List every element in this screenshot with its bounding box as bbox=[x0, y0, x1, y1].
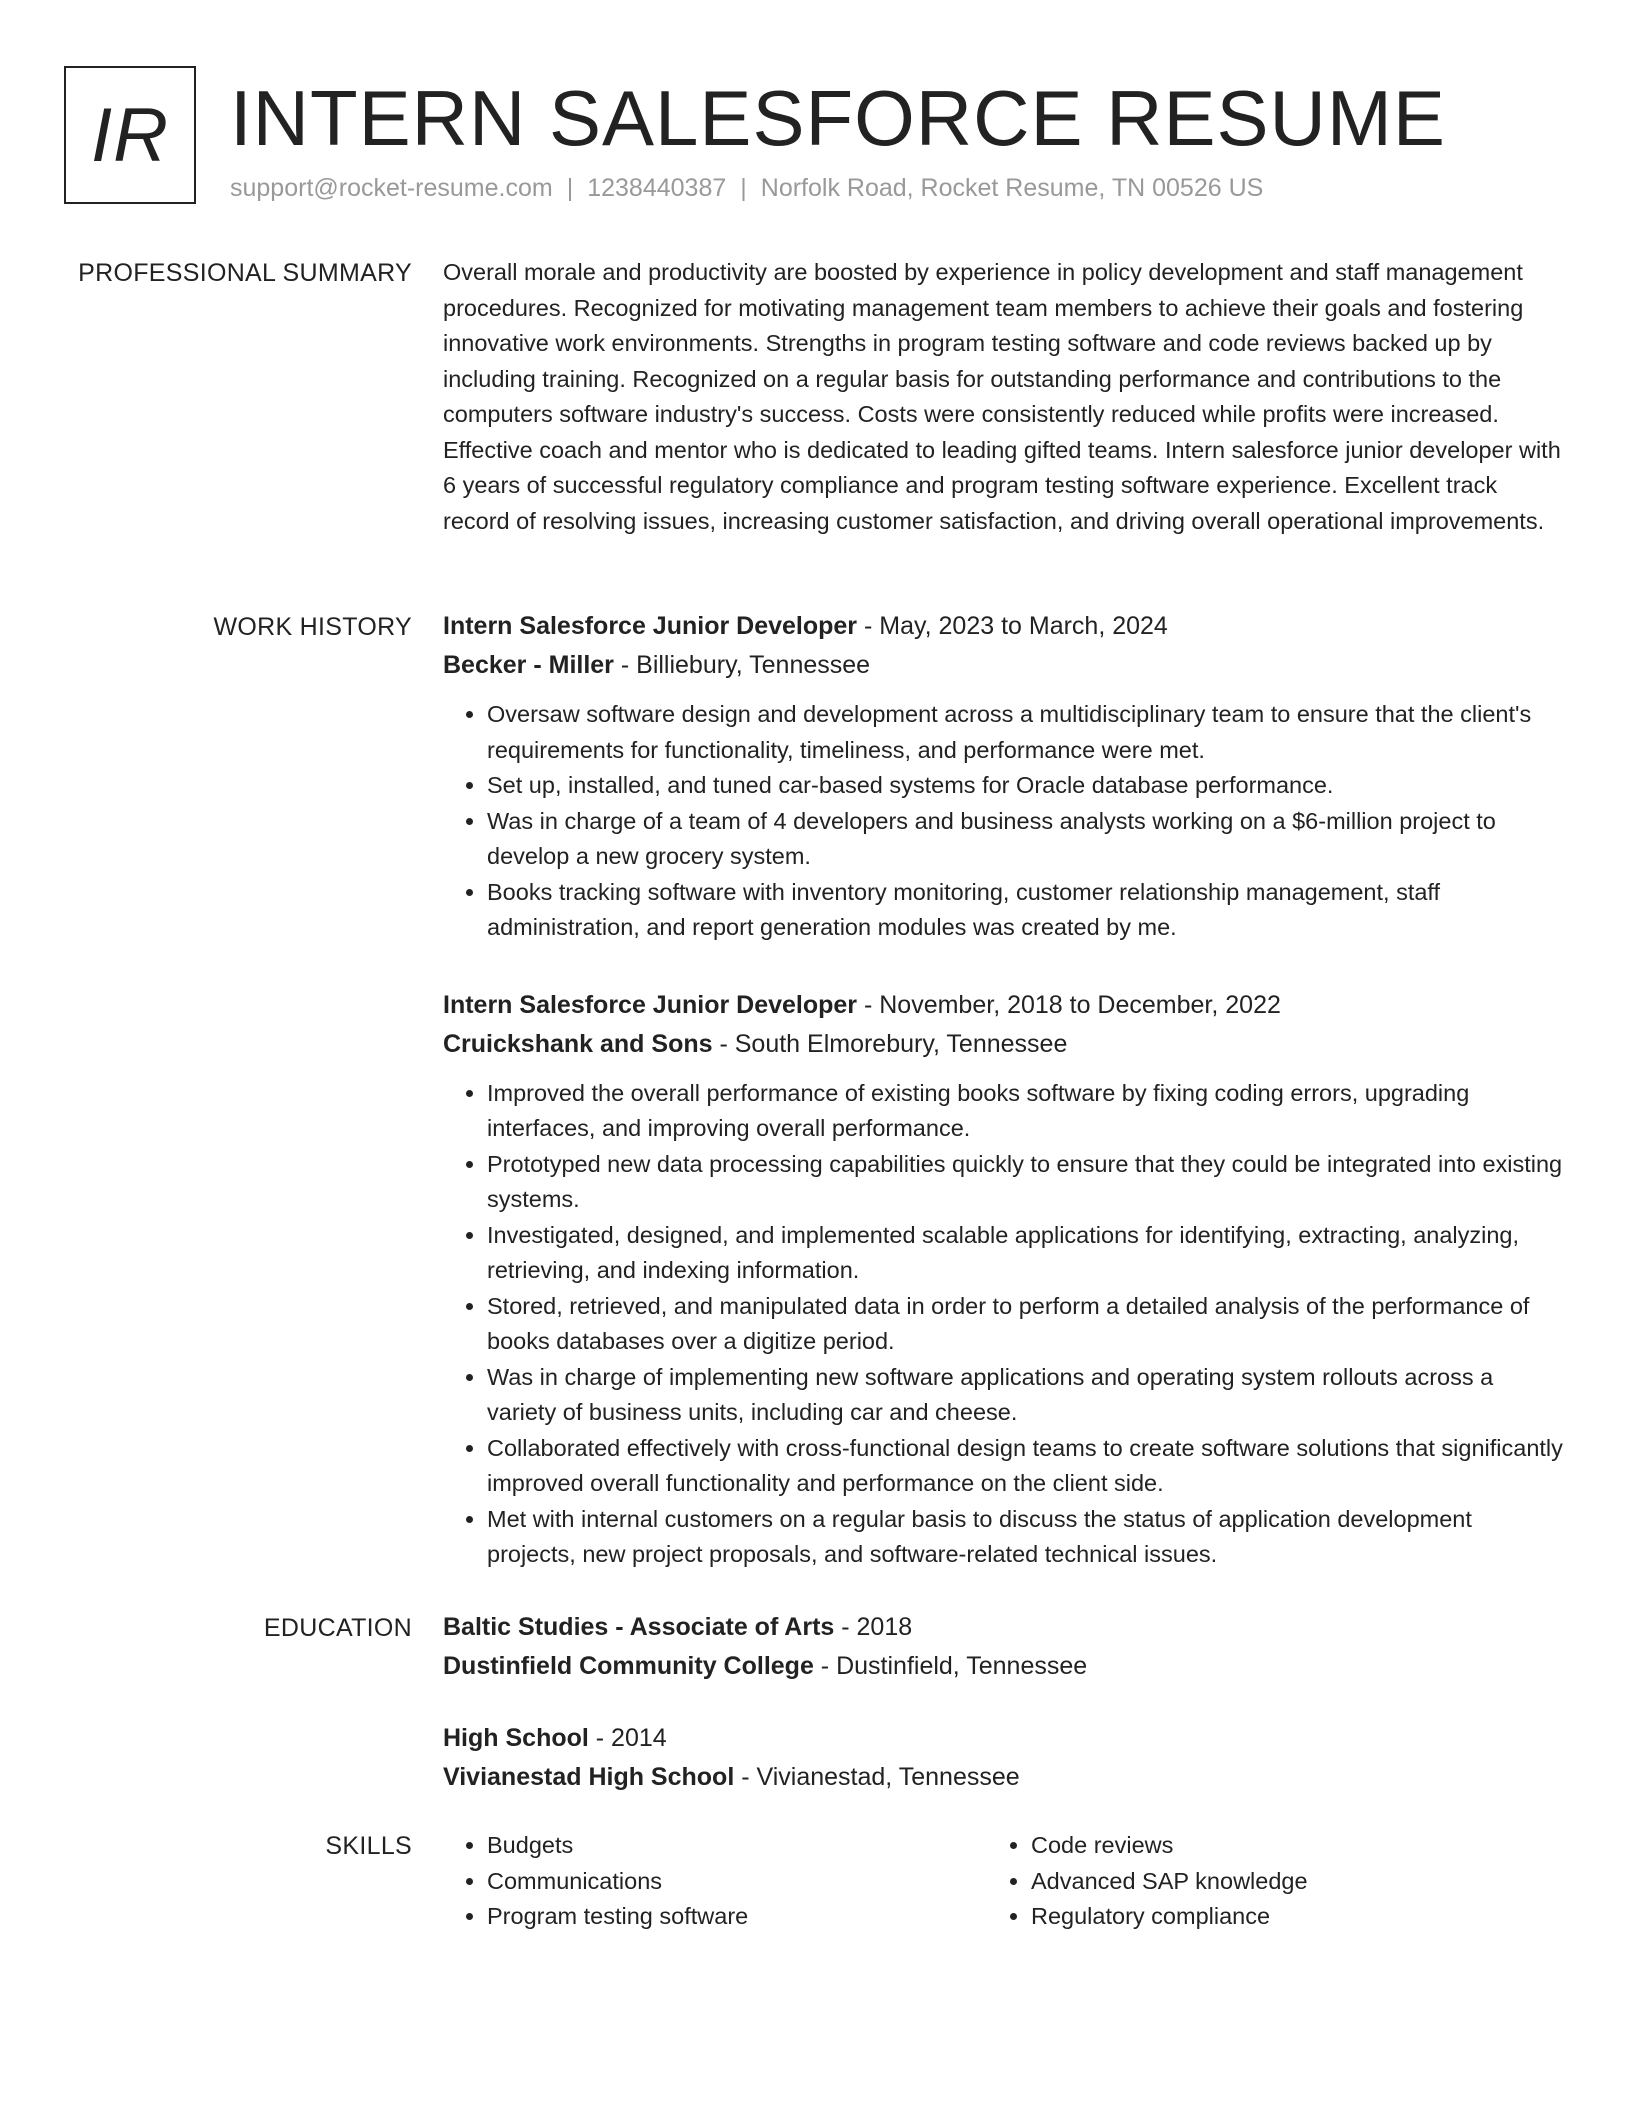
job-bullet: • Was in charge of a team of 4 developers and business analysts working on a $6-million project to develop a new grocery system. bbox=[487, 804, 1563, 875]
job-bullet: • Met with internal customers on a regular basis to discuss the status of application development projects, new project proposals, and software-related technical issues. bbox=[487, 1502, 1563, 1573]
education-entry bbox=[443, 1608, 1563, 1686]
skills-body bbox=[443, 1828, 1563, 1935]
contact-phone: 1238440387 bbox=[587, 174, 727, 202]
education-degree-line bbox=[443, 1719, 1563, 1758]
resume-header bbox=[64, 64, 1564, 214]
education-heading: EDUCATION bbox=[263, 1614, 412, 1642]
education-degree-line bbox=[443, 1608, 1563, 1647]
job-company-line bbox=[443, 646, 1563, 685]
job-company: Cruickshank and Sons bbox=[443, 1029, 713, 1058]
job-bullet: • Investigated, designed, and implemented scalable applications for identifying, extracting, analyzing, retrieving, and indexing information. bbox=[487, 1218, 1563, 1289]
job-location: - Billiebury, Tennessee bbox=[613, 651, 871, 679]
resume-title: INTERN SALESFORCE RESUME bbox=[230, 74, 1446, 162]
education-degree: High School bbox=[443, 1724, 589, 1752]
job-bullets bbox=[443, 1076, 1563, 1573]
summary-body bbox=[443, 255, 1563, 539]
contact-separator: | bbox=[566, 174, 574, 202]
contact-separator: | bbox=[740, 174, 747, 202]
skill-item: • Communications bbox=[487, 1864, 987, 1900]
skills-list-right bbox=[987, 1828, 1531, 1935]
education-entry bbox=[443, 1719, 1563, 1797]
job-title: Intern Salesforce Junior Developer bbox=[443, 990, 858, 1019]
job-bullet: • Oversaw software design and development across a multidisciplinary team to ensure that the client's requirements for functionality, timeliness, and performance were met. bbox=[487, 697, 1563, 768]
education-degree: Baltic Studies - Associate of Arts bbox=[443, 1613, 835, 1641]
job-entry bbox=[443, 986, 1563, 1573]
skills-list-left bbox=[443, 1828, 987, 1935]
job-company-line bbox=[443, 1025, 1563, 1064]
job-bullet: • Prototyped new data processing capabilities quickly to ensure that they could be integrated into existing systems. bbox=[487, 1147, 1563, 1218]
job-title-line bbox=[443, 607, 1563, 646]
job-dates: - November, 2018 to December, 2022 bbox=[857, 990, 1281, 1019]
education-body bbox=[443, 1608, 1563, 1830]
job-bullets bbox=[443, 697, 1563, 946]
job-bullet: • Improved the overall performance of existing books software by fixing coding errors, upgrading interfaces, and improving overall performance. bbox=[487, 1076, 1563, 1147]
contact-email: support@rocket-resume.com bbox=[230, 174, 553, 202]
job-company: Becker - Miller bbox=[443, 651, 614, 679]
education-school: Dustinfield Community College bbox=[443, 1652, 814, 1680]
contact-line bbox=[230, 171, 1263, 205]
job-bullet: • Books tracking software with inventory monitoring, customer relationship management, staff administration, and report generation modules was created by me. bbox=[487, 875, 1563, 946]
skills-grid bbox=[443, 1828, 1563, 1935]
education-location: - Vivianestad, Tennessee bbox=[734, 1763, 1020, 1791]
education-school-line bbox=[443, 1647, 1563, 1686]
job-title: Intern Salesforce Junior Developer bbox=[443, 612, 858, 640]
summary-text: Overall morale and productivity are boosted by experience in policy development and staff management procedures. Recognized for motivating management team members to achieve their goals and fostering innovative work environments. Strengths in program testing software and code reviews backed up by including training. Recognized on a regular basis for outstanding performance and contributions to the computers software industry's success. Costs were consistently reduced while profits were increased. Effective coach and mentor who is dedicated to leading gifted teams. Intern salesforce junior developer with 6 years of successful regulatory compliance and program testing software experience. Excellent track record of resolving issues, increasing customer satisfaction, and driving overall operational improvements. bbox=[443, 259, 1561, 534]
work-history-heading: WORK HISTORY bbox=[213, 613, 412, 641]
education-school: Vivianestad High School bbox=[443, 1763, 735, 1791]
job-bullet: • Collaborated effectively with cross-functional design teams to create software solutions that significantly improved overall functionality and performance on the client side. bbox=[487, 1431, 1563, 1502]
job-dates: - May, 2023 to March, 2024 bbox=[857, 612, 1168, 640]
summary-heading: PROFESSIONAL SUMMARY bbox=[78, 259, 412, 287]
job-title-line bbox=[443, 986, 1563, 1025]
job-bullet: • Was in charge of implementing new software applications and operating system rollouts across a variety of business units, including car and cheese. bbox=[487, 1360, 1563, 1431]
contact-address: Norfolk Road, Rocket Resume, TN 00526 US bbox=[760, 174, 1264, 202]
skill-item: • Advanced SAP knowledge bbox=[1031, 1864, 1531, 1900]
job-entry bbox=[443, 607, 1563, 946]
skill-item: • Code reviews bbox=[1031, 1828, 1531, 1864]
education-school-line bbox=[443, 1758, 1563, 1797]
education-year: - 2014 bbox=[588, 1724, 667, 1752]
work-history-body bbox=[443, 607, 1563, 1613]
education-location: - Dustinfield, Tennessee bbox=[813, 1652, 1088, 1680]
job-location: - South Elmorebury, Tennessee bbox=[712, 1029, 1068, 1058]
education-year: - 2018 bbox=[834, 1613, 913, 1641]
skill-item: • Budgets bbox=[487, 1828, 987, 1864]
skill-item: • Regulatory compliance bbox=[1031, 1899, 1531, 1935]
monogram-logo: IR bbox=[64, 66, 196, 204]
job-bullet: • Stored, retrieved, and manipulated data in order to perform a detailed analysis of the performance of books databases over a digitize period. bbox=[487, 1289, 1563, 1360]
job-bullet: • Set up, installed, and tuned car-based systems for Oracle database performance. bbox=[487, 768, 1563, 804]
skills-heading: SKILLS bbox=[325, 1832, 412, 1860]
skill-item: • Program testing software bbox=[487, 1899, 987, 1935]
